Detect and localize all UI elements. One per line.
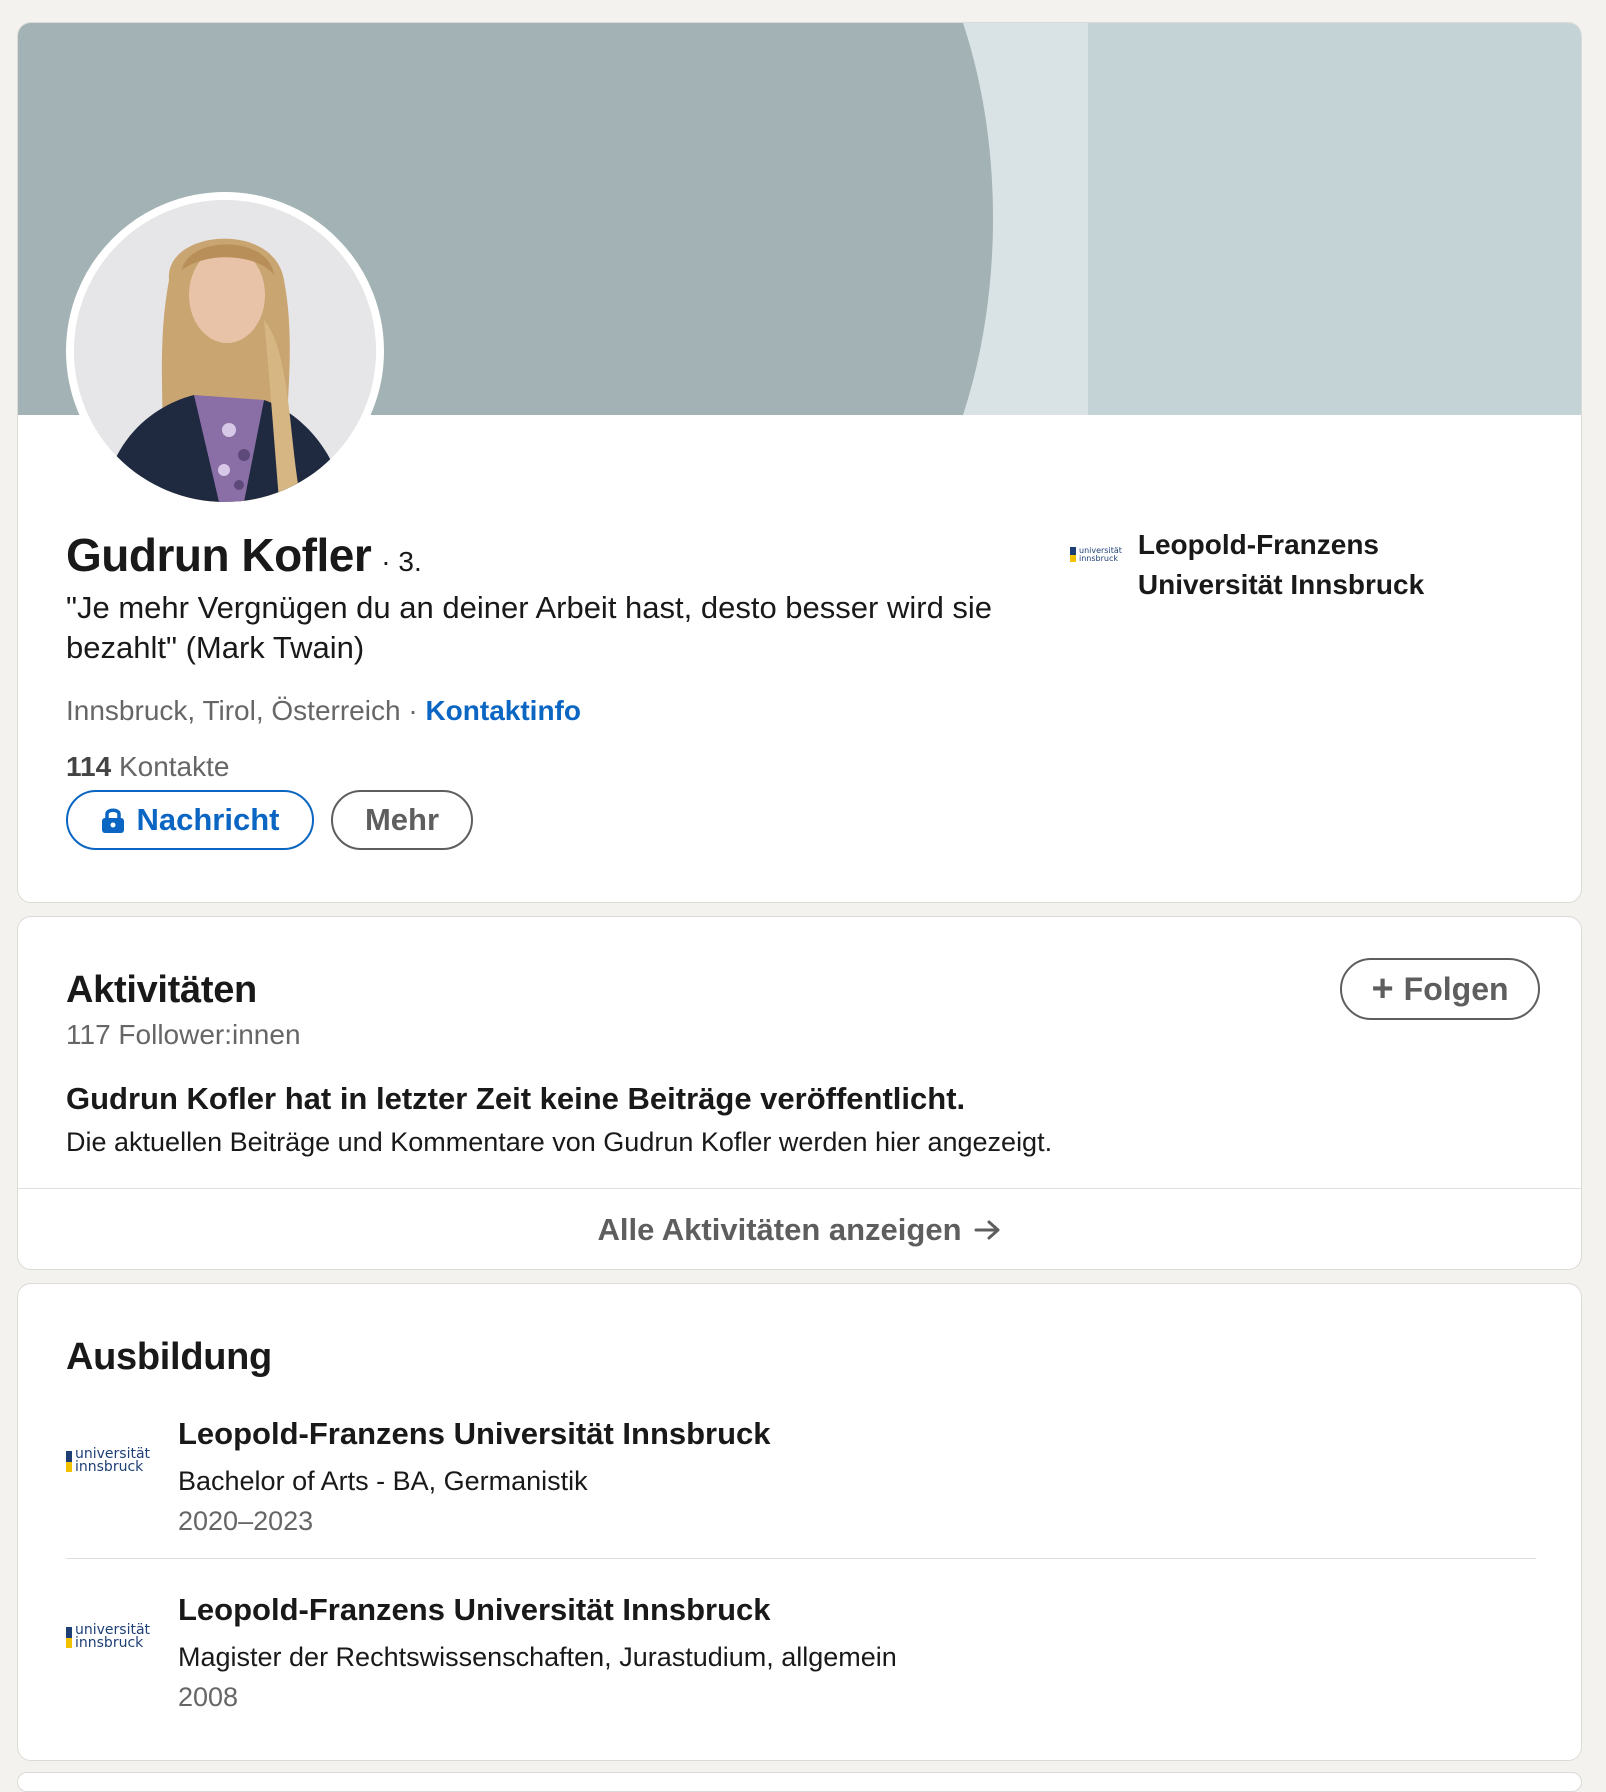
university-logo-icon <box>1070 547 1122 562</box>
university-logo-icon <box>66 1624 150 1651</box>
profile-location: Innsbruck, Tirol, Österreich <box>66 695 401 726</box>
name-row <box>66 528 422 582</box>
university-logo-text <box>75 1624 150 1651</box>
education-years: 2008 <box>178 1682 239 1712</box>
lock-icon <box>101 806 125 834</box>
plus-icon: + <box>1371 968 1394 1010</box>
education-item[interactable] <box>66 1416 1536 1546</box>
university-logo-line1: universität <box>75 1446 151 1462</box>
profile-photo[interactable] <box>66 192 384 510</box>
education-title: Ausbildung <box>66 1336 272 1378</box>
more-button-label: Mehr <box>364 802 440 837</box>
university-logo-line2: innsbruck <box>75 1635 144 1652</box>
university-logo-icon <box>66 1448 150 1475</box>
education-years: 2020–2023 <box>178 1506 314 1536</box>
university-logo-line1: universität <box>75 1622 151 1638</box>
follow-button[interactable] <box>1340 958 1540 1020</box>
university-logo-text <box>75 1448 150 1475</box>
contact-info-link[interactable]: Kontaktinfo <box>425 695 581 726</box>
next-card-edge <box>17 1772 1582 1792</box>
no-posts-description: Die aktuellen Beiträge und Kommentare von Gudrun Kofler werden hier angezeigt. <box>66 1127 1053 1157</box>
message-button[interactable] <box>66 790 314 850</box>
follow-button-label: Folgen <box>1403 970 1509 1007</box>
university-logo-mark <box>66 1627 72 1648</box>
education-card <box>17 1283 1582 1761</box>
location-row <box>66 695 581 727</box>
show-all-activity-button[interactable] <box>18 1189 1581 1270</box>
profile-card <box>17 22 1582 903</box>
activity-card <box>17 916 1582 1270</box>
message-button-label: Nachricht <box>136 802 280 837</box>
university-logo-line1: universität <box>1079 546 1122 555</box>
activity-title: Aktivitäten <box>66 969 257 1011</box>
followers-count: 117 Follower:innen <box>66 1019 301 1050</box>
education-item[interactable] <box>66 1592 1536 1722</box>
education-school: Leopold-Franzens Universität Innsbruck <box>178 1592 771 1627</box>
connection-degree: · 3. <box>381 546 422 577</box>
more-button[interactable] <box>331 790 473 850</box>
university-logo-mark <box>1070 547 1076 562</box>
education-divider <box>66 1558 1536 1559</box>
profile-photo-image <box>74 200 376 502</box>
show-all-activity-label: Alle Aktivitäten anzeigen <box>597 1212 962 1247</box>
connections-number: 114 <box>66 751 112 782</box>
education-degree: Bachelor of Arts - BA, Germanistik <box>178 1466 588 1496</box>
profile-headline: "Je mehr Vergnügen du an deiner Arbeit hast, desto besser wird sie bezahlt" (Mark Twain) <box>66 590 993 665</box>
university-logo-text <box>1079 547 1122 562</box>
current-education-name: Leopold-Franzens Universität Innsbruck <box>1137 529 1425 600</box>
university-logo-mark <box>66 1451 72 1472</box>
education-degree: Magister der Rechtswissenschaften, Jurastudium, allgemein <box>178 1642 897 1672</box>
no-posts-title: Gudrun Kofler hat in letzter Zeit keine Beiträge veröffentlicht. <box>66 1081 966 1116</box>
arrow-right-icon <box>974 1219 1002 1241</box>
connections-count[interactable] <box>66 751 229 783</box>
university-logo-line2: innsbruck <box>75 1459 144 1476</box>
university-logo-line2: innsbruck <box>1079 553 1118 563</box>
current-education-link[interactable] <box>1070 525 1448 605</box>
profile-name: Gudrun Kofler <box>66 529 372 581</box>
education-school: Leopold-Franzens Universität Innsbruck <box>178 1416 771 1451</box>
location-separator: · <box>400 695 426 726</box>
connections-label: Kontakte <box>111 751 230 782</box>
